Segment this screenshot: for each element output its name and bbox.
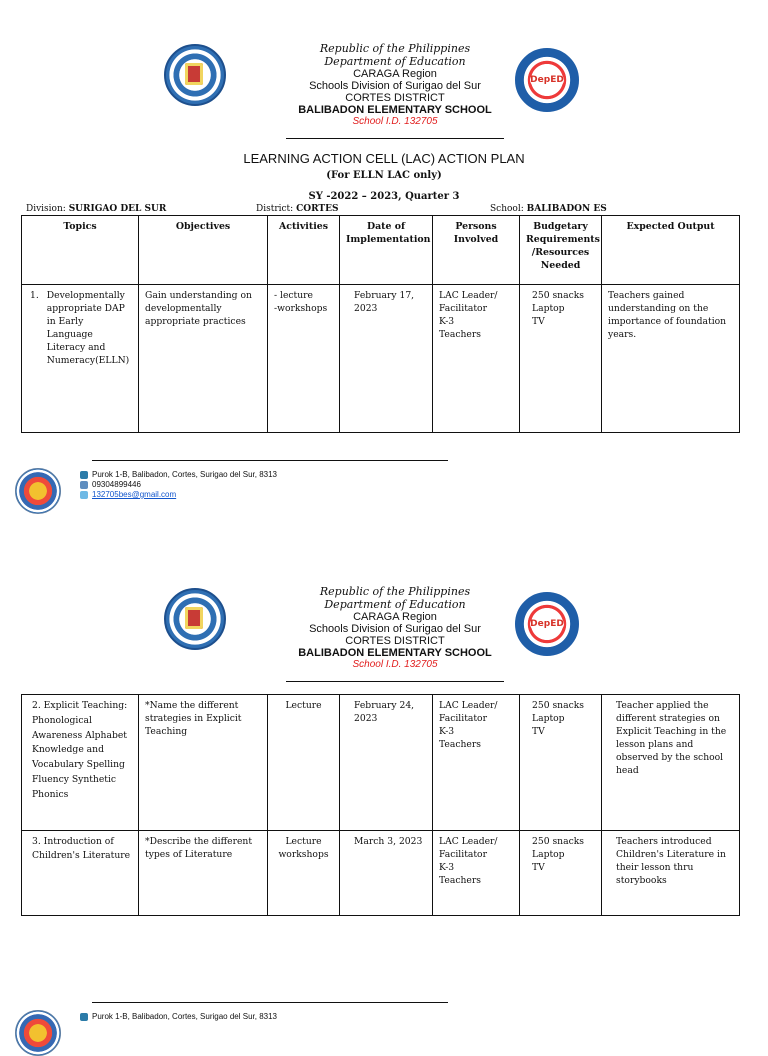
header-school-id-page-2: School I.D. 132705 (352, 659, 438, 670)
topic-text: Developmentally appropriate DAP in Early Language Literacy and Numeracy(ELLN) (46, 290, 130, 366)
footer-divider-page-2 (92, 1002, 448, 1003)
topic-cell: 2. Explicit Teaching: Phonological Awareness Alphabet Knowledge and Vocabulary Spelling Fluency Synthetic Phonics (22, 695, 139, 831)
topic-cell (22, 285, 139, 433)
activities-cell: Lecture workshops (268, 831, 340, 916)
header-output: Expected Output (602, 216, 740, 285)
footer-contact (92, 470, 277, 500)
header-region-page-2: CARAGA Region (353, 611, 437, 623)
school-value: BALIBADON ES (526, 204, 607, 214)
persons-cell: LAC Leader/ Facilitator K-3 Teachers (433, 285, 520, 433)
division-label: Division: (26, 204, 66, 214)
deped-logo-text-page-2: DepED (530, 614, 564, 634)
footer-phone: 09304899446 (92, 480, 141, 489)
division-info (26, 204, 166, 214)
objective-cell: *Describe the different types of Literature (139, 831, 268, 916)
footer-email-link[interactable]: 132705bes@gmail.com (92, 490, 177, 499)
output-cell: Teacher applied the different strategies on Explicit Teaching in the lesson plans and observed by the school head (602, 695, 740, 831)
location-icon-page-2 (80, 1013, 88, 1021)
header-department-page-2: Department of Education (324, 598, 466, 611)
header-topics: Topics (22, 216, 139, 285)
topic-cell: 3. Introduction of Children's Literature (22, 831, 139, 916)
school-logo-page-2 (15, 1010, 61, 1056)
header-persons: Persons Involved (433, 216, 520, 285)
header-division-page-2: Schools Division of Surigao del Sur (309, 623, 481, 635)
table-row (22, 831, 740, 916)
header-budget: Budgetary Requirements /Resources Needed (520, 216, 602, 285)
output-cell: Teachers gained understanding on the importance of foundation years. (602, 285, 740, 433)
header-republic-page-2: Republic of the Philippines (319, 585, 471, 598)
page-title: LEARNING ACTION CELL (LAC) ACTION PLAN (243, 151, 525, 166)
school-logo (15, 468, 61, 514)
header-objectives: Objectives (139, 216, 268, 285)
header-department: Department of Education (324, 55, 466, 68)
district-label: District: (256, 204, 294, 214)
table-row (22, 695, 740, 831)
action-plan-table (21, 215, 740, 433)
footer-address-page-2: Purok 1-B, Balibadon, Cortes, Surigao del Sur, 8313 (92, 1012, 277, 1021)
school-info (490, 204, 607, 214)
footer-divider (92, 460, 448, 461)
persons-cell: LAC Leader/ Facilitator K-3 Teachers (433, 695, 520, 831)
table-row (22, 285, 740, 433)
header-school-id: School I.D. 132705 (352, 116, 438, 127)
budget-cell: 250 snacks Laptop TV (520, 695, 602, 831)
header-district-page-2: CORTES DISTRICT (345, 635, 445, 647)
header-republic: Republic of the Philippines (319, 42, 471, 55)
date-cell: February 17, 2023 (340, 285, 433, 433)
header-date: Date of Implementation (340, 216, 433, 285)
page-subtitle: (For ELLN LAC only) (326, 170, 442, 181)
header-divider-page-2 (286, 681, 504, 682)
school-year: SY -2022 – 2023, Quarter 3 (308, 191, 460, 202)
date-cell: February 24, 2023 (340, 695, 433, 831)
location-icon (80, 471, 88, 479)
phone-icon (80, 481, 88, 489)
budget-cell: 250 snacks Laptop TV (520, 285, 602, 433)
output-cell: Teachers introduced Children's Literature in their lesson thru storybooks (602, 831, 740, 916)
footer-address: Purok 1-B, Balibadon, Cortes, Surigao del Sur, 8313 (92, 470, 277, 479)
activities-cell: Lecture (268, 695, 340, 831)
topic-number: 1. (30, 290, 39, 301)
district-value: CORTES (296, 204, 339, 214)
header-district: CORTES DISTRICT (345, 92, 445, 104)
school-label: School: (490, 204, 524, 214)
persons-cell: LAC Leader/ Facilitator K-3 Teachers (433, 831, 520, 916)
budget-cell: 250 snacks Laptop TV (520, 831, 602, 916)
header-school-name-page-2: BALIBADON ELEMENTARY SCHOOL (298, 647, 492, 659)
district-info (256, 204, 338, 214)
header-school-name: BALIBADON ELEMENTARY SCHOOL (298, 104, 492, 116)
header-activities: Activities (268, 216, 340, 285)
table-header-row (22, 216, 740, 285)
header-division: Schools Division of Surigao del Sur (309, 80, 481, 92)
division-value: SURIGAO DEL SUR (68, 204, 167, 214)
activities-cell: - lecture -workshops (268, 285, 340, 433)
header-region: CARAGA Region (353, 68, 437, 80)
objective-cell: *Name the different strategies in Explicit Teaching (139, 695, 268, 831)
school-header (200, 42, 590, 127)
date-cell: March 3, 2023 (340, 831, 433, 916)
action-plan-table-continued (21, 694, 740, 916)
email-icon (80, 491, 88, 499)
deped-logo-text: DepED (530, 70, 564, 90)
header-divider (286, 138, 504, 139)
objective-cell: Gain understanding on developmentally appropriate practices (139, 285, 268, 433)
school-header-page-2 (200, 585, 590, 670)
